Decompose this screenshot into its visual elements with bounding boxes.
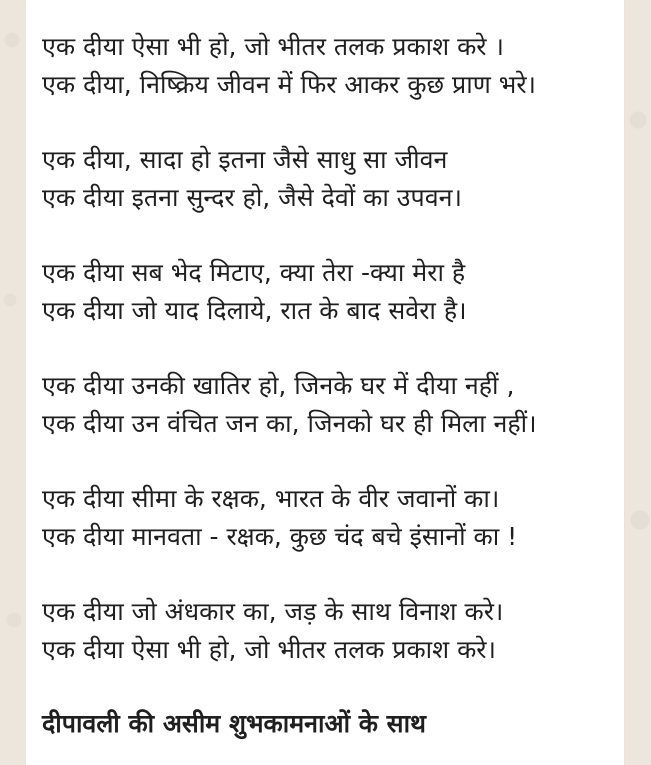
- poem-line: एक दीया जो याद दिलाये, रात के बाद सवेरा है।: [42, 296, 467, 325]
- poem-line: एक दीया सीमा के रक्षक, भारत के वीर जवानों का।: [42, 484, 500, 513]
- poem-stanza: [42, 593, 617, 669]
- poem-stanza: [42, 480, 617, 556]
- poem-stanza: [42, 28, 617, 104]
- poem-line: एक दीया सब भेद मिटाए, क्या तेरा -क्या मेरा है: [42, 258, 466, 287]
- poem-stanza: [42, 254, 617, 330]
- poem-line: एक दीया मानवता - रक्षक, कुछ चंद बचे इंसानों का !: [42, 522, 518, 551]
- message-text: [42, 28, 617, 743]
- poem-line: एक दीया जो अंधकार का, जड़ के साथ विनाश करे।: [42, 597, 504, 626]
- poem-line: एक दीया, निष्क्रिय जीवन में फिर आकर कुछ प्राण भरे।: [42, 70, 537, 99]
- closing-greeting: दीपावली की असीम शुभकामनाओं के साथ: [42, 709, 427, 738]
- poem-line: एक दीया उन वंचित जन का, जिनको घर ही मिला नहीं।: [42, 409, 537, 438]
- poem-line: एक दीया, सादा हो इतना जैसे साधु सा जीवन: [42, 145, 448, 174]
- poem-line: एक दीया ऐसा भी हो, जो भीतर तलक प्रकाश करे ।: [42, 32, 504, 61]
- poem-line: एक दीया उनकी खातिर हो, जिनके घर में दीया नहीं ,: [42, 371, 515, 400]
- message-bubble[interactable]: [26, 0, 624, 765]
- poem-stanza: [42, 141, 617, 217]
- poem-stanza: [42, 367, 617, 443]
- poem-line: एक दीया इतना सुन्दर हो, जैसे देवों का उपवन।: [42, 183, 462, 212]
- poem-line: एक दीया ऐसा भी हो, जो भीतर तलक प्रकाश करे।: [42, 635, 496, 664]
